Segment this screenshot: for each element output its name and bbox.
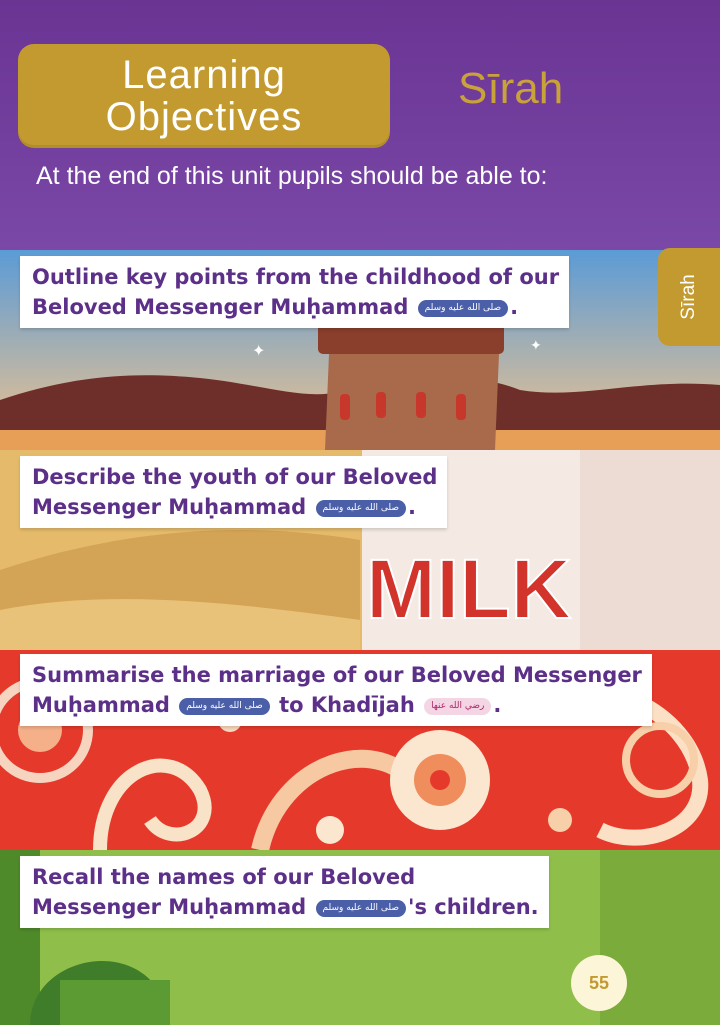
unit-title: Sīrah bbox=[458, 64, 564, 113]
objective-2-period: . bbox=[408, 495, 417, 519]
objective-1-period: . bbox=[510, 295, 519, 319]
pbuh-honorific-badge: صلى الله عليه وسلم bbox=[179, 698, 270, 715]
side-tab-label: Sīrah bbox=[678, 274, 699, 320]
intro-text: At the end of this unit pupils should be able to: bbox=[36, 162, 548, 190]
title-line-2: Objectives bbox=[105, 95, 303, 139]
raa-honorific-badge: رضي الله عنها bbox=[424, 698, 491, 715]
objective-1-line-2-text: Beloved Messenger Muḥammad bbox=[32, 295, 409, 319]
objective-2-line-2-text: Messenger Muḥammad bbox=[32, 495, 307, 519]
objective-1-line-2 bbox=[32, 292, 559, 322]
objective-3-khadijah: to Khadījah bbox=[279, 693, 415, 717]
objective-2-line-1: Describe the youth of our Beloved bbox=[32, 465, 438, 489]
pbuh-honorific-badge: صلى الله عليه وسلم bbox=[316, 500, 407, 517]
objective-4-children: 's children. bbox=[408, 895, 539, 919]
sirah-side-tab bbox=[658, 248, 720, 346]
header-banner bbox=[0, 0, 720, 250]
objective-3-line-2 bbox=[32, 690, 642, 720]
milk-label: MILK bbox=[366, 542, 572, 636]
youth-scene-panel bbox=[0, 450, 720, 650]
objective-3-line-1: Summarise the marriage of our Beloved Messenger bbox=[32, 663, 642, 687]
page-number: 55 bbox=[571, 955, 627, 1011]
objective-1-line-1: Outline key points from the childhood of our bbox=[32, 265, 560, 289]
svg-text:✦: ✦ bbox=[252, 341, 266, 360]
objective-4-line-2-text: Messenger Muḥammad bbox=[32, 895, 307, 919]
marriage-scene-panel bbox=[0, 650, 720, 850]
objective-2-line-2 bbox=[32, 492, 437, 522]
childhood-scene-panel bbox=[0, 250, 720, 450]
objective-4-line-2 bbox=[32, 892, 539, 922]
objective-3-period: . bbox=[493, 693, 502, 717]
objective-3-line-2-text: Muḥammad bbox=[32, 693, 170, 717]
learning-objectives-box bbox=[18, 44, 390, 148]
objective-card-2 bbox=[20, 456, 447, 528]
objective-4-line-1: Recall the names of our Beloved bbox=[32, 865, 416, 889]
objective-card-1 bbox=[20, 256, 569, 328]
pbuh-honorific-badge: صلى الله عليه وسلم bbox=[418, 300, 509, 317]
pbuh-honorific-badge: صلى الله عليه وسلم bbox=[316, 900, 407, 917]
svg-text:✦: ✦ bbox=[530, 338, 542, 354]
objective-card-4 bbox=[20, 856, 549, 928]
objective-card-3 bbox=[20, 654, 652, 726]
title-line-1: Learning bbox=[122, 53, 286, 97]
